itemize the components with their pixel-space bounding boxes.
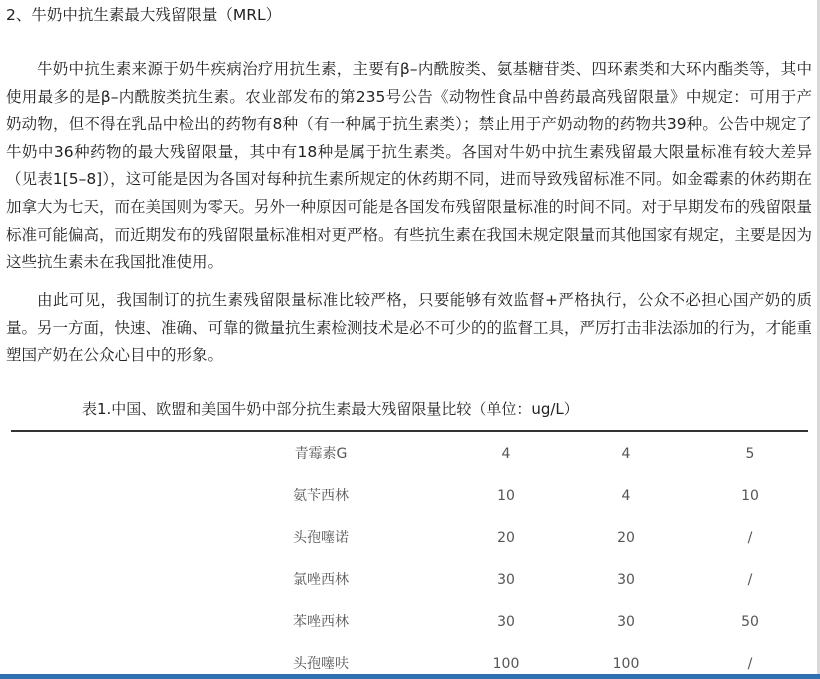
value-cell-china: 20 — [497, 530, 515, 546]
table-top-rule — [11, 430, 808, 432]
drug-name-cell: 苯唑西林 — [293, 614, 349, 630]
value-cell-china: 10 — [497, 488, 515, 504]
value-cell-china: 30 — [497, 614, 515, 630]
table-caption: 表1.中国、欧盟和美国牛奶中部分抗生素最大残留限量比较（单位：ug/L） — [82, 400, 579, 418]
value-cell-eu: 4 — [621, 488, 631, 504]
paragraph-2: 由此可见，我国制订的抗生素残留限量标准比较严格，只要能够有效监督+严格执行，公众不必担心国产奶的质量。另一方面，快速、准确、可靠的微量抗生素检测技术是必不可少的的监督工具，严厉打击非法添加的行为，才能重塑国产奶在公众心目中的形象。 — [6, 291, 813, 365]
value-cell-eu: 100 — [612, 656, 640, 672]
value-cell-us: 50 — [741, 614, 759, 630]
value-cell-eu: 4 — [621, 446, 631, 462]
value-cell-us: / — [747, 572, 753, 588]
value-cell-us: / — [747, 530, 753, 546]
drug-name-cell: 青霉素G — [294, 446, 348, 462]
value-cell-china: 100 — [492, 656, 520, 672]
value-cell-us: 5 — [745, 446, 755, 462]
value-cell-eu: 30 — [617, 572, 635, 588]
mrl-table — [0, 438, 820, 679]
drug-name-cell: 氨苄西林 — [293, 488, 349, 504]
value-cell-eu: 20 — [617, 530, 635, 546]
paragraph-1: 牛奶中抗生素来源于奶牛疾病治疗用抗生素，主要有β–内酰胺类、氨基糖苷类、四环素类和大环内酯类等，其中使用最多的是β–内酰胺类抗生素。农业部发布的第235号公告《动物性食品中兽药最高残留限量》中规定：可用于产奶动物，但不得在乳品中检出的药物有8种（有一种属于抗生素类）；禁止用于产奶动物的药物共39种。公告中规定了牛奶中36种药物的最大残留限量，其中有18种是属于抗生素类。各国对牛奶中抗生素残留最大限量标准有较大差异（见表1[5–8]），这可能是因为各国对每种抗生素所规定的休药期不同，进而导致残留标准不同。如金霉素的休药期在加拿大为七天，而在美国则为零天。另外一种原因可能是各国发布残留限量标准的时间不同。对于早期发布的残留限量标准可能偏高，而近期发布的残留限量标准相对更严格。有些抗生素在我国未规定限量而其他国家有规定，主要是因为这些抗生素未在我国批准使用。 — [6, 60, 813, 272]
drug-name-cell: 氯唑西林 — [293, 572, 349, 588]
section-heading: 2、牛奶中抗生素最大残留限量（MRL） — [6, 6, 282, 24]
table-row — [0, 564, 820, 606]
drug-name-cell: 头孢噻呋 — [293, 656, 349, 672]
value-cell-china: 4 — [501, 446, 511, 462]
value-cell-us: / — [747, 656, 753, 672]
value-cell-china: 30 — [497, 572, 515, 588]
value-cell-eu: 30 — [617, 614, 635, 630]
table-row — [0, 438, 820, 480]
table-row — [0, 606, 820, 648]
bottom-accent-bar — [0, 674, 820, 679]
table-row — [0, 480, 820, 522]
drug-name-cell: 头孢噻诺 — [293, 530, 349, 546]
table-row — [0, 522, 820, 564]
value-cell-us: 10 — [741, 488, 759, 504]
